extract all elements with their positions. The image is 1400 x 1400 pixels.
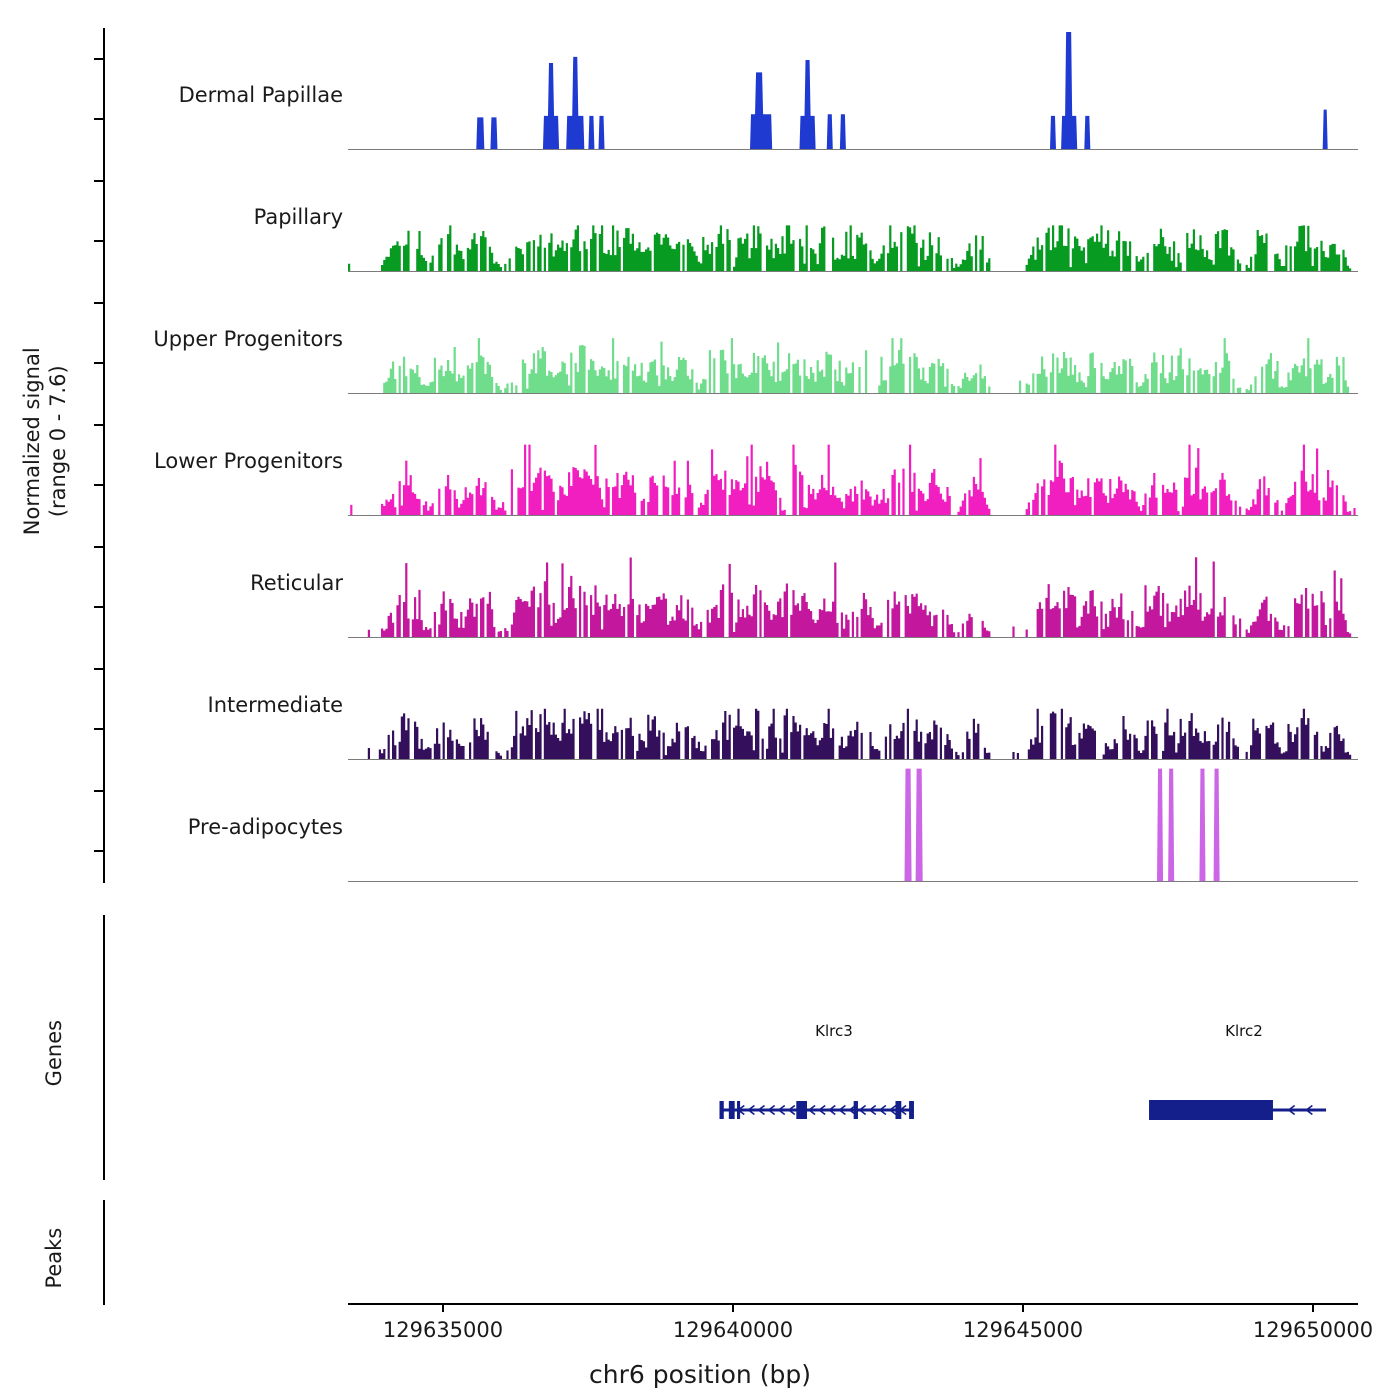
track-label: Reticular	[250, 571, 343, 595]
track-signal-canvas	[348, 394, 1358, 516]
track-intermediate	[207, 638, 1358, 760]
track-dermal-papillae	[178, 28, 1358, 150]
axis-tick	[94, 850, 105, 852]
track-signal-canvas	[348, 272, 1358, 394]
track-label: Dermal Papillae	[178, 83, 343, 107]
track-upper-progenitors	[153, 272, 1358, 394]
track-reticular	[250, 516, 1358, 638]
gene-models	[348, 930, 1358, 1180]
axis-tick	[94, 240, 105, 242]
axis-tick	[94, 180, 105, 182]
track-lower-progenitors	[154, 394, 1358, 516]
axis-tick	[94, 546, 105, 548]
peaks-axis-spine	[103, 1200, 105, 1305]
x-axis-tick	[732, 1303, 734, 1312]
gene-label-klrc3: Klrc3	[815, 1022, 853, 1040]
signal-axis-spine	[103, 28, 105, 883]
x-axis-tick-label: 129650000	[1252, 1318, 1374, 1342]
axis-tick	[94, 302, 105, 304]
gene-annotation-track	[348, 930, 1358, 1180]
x-axis-tick	[442, 1303, 444, 1312]
axis-tick	[94, 424, 105, 426]
axis-tick	[94, 668, 105, 670]
axis-tick	[94, 118, 105, 120]
track-signal-canvas	[348, 638, 1358, 760]
track-label: Intermediate	[207, 693, 343, 717]
track-baseline	[348, 881, 1358, 882]
axis-tick	[94, 484, 105, 486]
track-pre-adipocytes	[187, 760, 1358, 882]
track-signal-canvas	[348, 516, 1358, 638]
axis-tick	[94, 606, 105, 608]
x-axis-tick	[1022, 1303, 1024, 1312]
track-label: Lower Progenitors	[154, 449, 343, 473]
x-axis-title: chr6 position (bp)	[589, 1360, 811, 1389]
track-label: Upper Progenitors	[153, 327, 343, 351]
y-axis-title-genes: Genes	[41, 1019, 66, 1087]
axis-tick	[94, 58, 105, 60]
track-label: Papillary	[253, 205, 343, 229]
axis-tick	[94, 790, 105, 792]
genes-axis-spine	[103, 915, 105, 1180]
y-axis-title-signal-line1: Normalized signal	[19, 347, 44, 536]
gene-label-klrc2: Klrc2	[1225, 1022, 1263, 1040]
x-axis-tick-label: 129635000	[382, 1318, 504, 1342]
x-axis-tick-label: 129640000	[672, 1318, 794, 1342]
x-axis-tick-label: 129645000	[962, 1318, 1084, 1342]
track-signal-canvas	[348, 28, 1358, 150]
track-label: Pre-adipocytes	[187, 815, 343, 839]
y-axis-title-peaks: Peaks	[41, 1227, 66, 1289]
track-signal-canvas	[348, 760, 1358, 882]
y-axis-title-signal-line2: (range 0 - 7.6)	[46, 365, 70, 518]
x-axis-line	[348, 1303, 1358, 1305]
track-papillary	[253, 150, 1358, 272]
y-axis-title-signal	[19, 181, 72, 701]
track-signal-canvas	[348, 150, 1358, 272]
axis-tick	[94, 362, 105, 364]
peaks-track	[348, 1200, 1358, 1305]
x-axis-tick	[1312, 1303, 1314, 1312]
axis-tick	[94, 728, 105, 730]
